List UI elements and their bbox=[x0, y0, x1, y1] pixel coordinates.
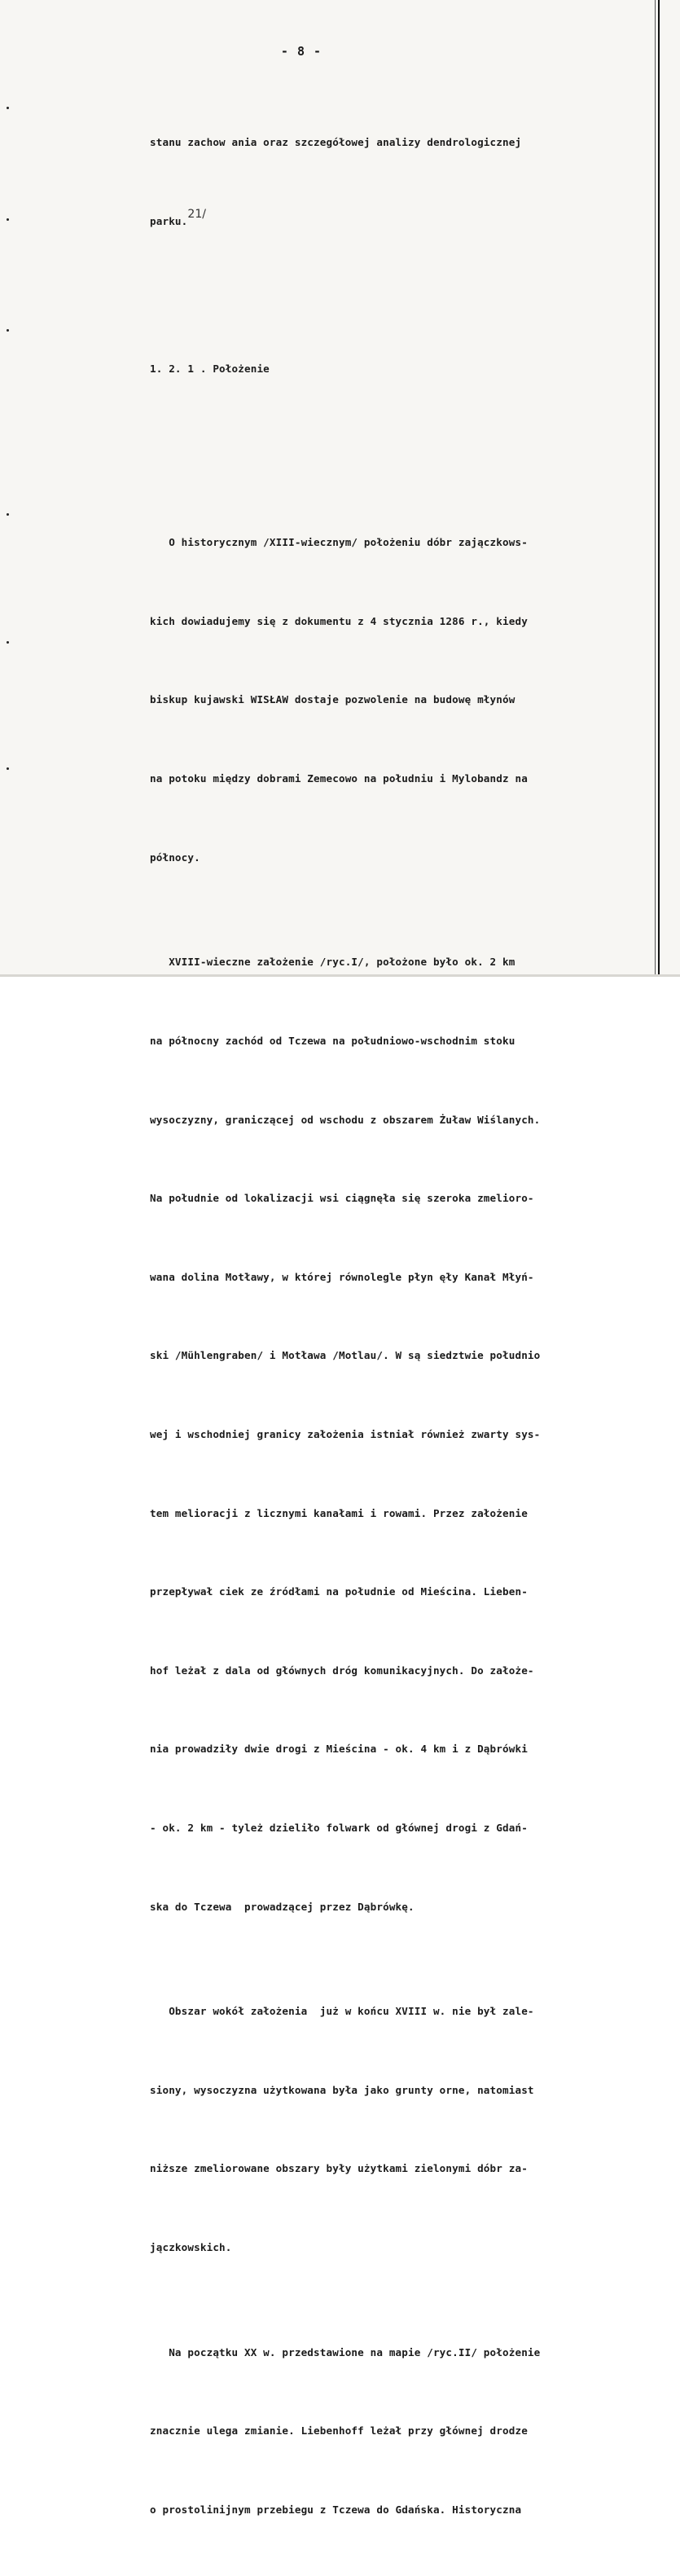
text-line: ska do Tczewa prowadzącej przez Dąbrówkę. bbox=[150, 1900, 415, 1913]
text-line: Na początku XX w. przedstawione na mapie /ryc.II/ położenie bbox=[150, 2345, 541, 2358]
text-line: wana dolina Motławy, w której równolegle płyn ęły Kanał Młyń- bbox=[150, 1270, 534, 1283]
text-line: ski /Mühlengraben/ i Motława /Motlau/. W są siedztwie południo bbox=[150, 1349, 541, 1362]
text-line: nia prowadziły dwie drogi z Mieścina - ok. 4 km i z Dąbrówki bbox=[150, 1743, 528, 1756]
text-line: kich dowiadujemy się z dokumentu z 4 stycznia 1286 r., kiedy bbox=[150, 614, 528, 627]
text-line: północy. bbox=[150, 851, 200, 864]
text-line: niższe zmeliorowane obszary były użytkami zielonymi dóbr za- bbox=[150, 2162, 528, 2175]
text-line: przepływał ciek ze źródłami na południe od Mieścina. Lieben- bbox=[150, 1585, 528, 1598]
punch-dot bbox=[7, 513, 9, 516]
spacer bbox=[150, 288, 655, 304]
text-line: na potoku między dobrami Zemecowo na południu i Mylobandz na bbox=[150, 771, 528, 785]
punch-dot bbox=[7, 641, 9, 644]
text-line: Obszar wokół założenia już w końcu XVIII w. nie był zale- bbox=[150, 2005, 534, 2018]
punch-dot bbox=[7, 218, 9, 221]
body-text bbox=[150, 77, 655, 2576]
text-line: jączkowskich. bbox=[150, 2241, 232, 2254]
text-line: hof leżał z dala od głównych dróg komunikacyjnych. Do założe- bbox=[150, 1664, 534, 1677]
text-line: siony, wysoczyzna użytkowana była jako grunty orne, natomiast bbox=[150, 2083, 534, 2096]
text-line: wej i wschodniej granicy założenia istniał również zwarty sys- bbox=[150, 1427, 541, 1440]
punch-dot bbox=[7, 329, 9, 332]
text-line: biskup kujawski WISŁAW dostaje pozwolenie na budowę młynów bbox=[150, 693, 515, 706]
text-line: Na południe od lokalizacji wsi ciągnęła się szeroka zmelioro- bbox=[150, 1192, 534, 1205]
page-frame-border bbox=[658, 0, 660, 977]
text-line: parku. bbox=[150, 215, 188, 227]
text-line: stanu zachow ania oraz szczegółowej analizy dendrologicznej bbox=[150, 136, 522, 149]
text-line: o prostolinijnym przebiegu z Tczewa do Gdańska. Historyczna bbox=[150, 2503, 522, 2517]
text-line: tem melioracji z licznymi kanałami i rowami. Przez założenie bbox=[150, 1506, 528, 1519]
text-line: na północny zachód od Tczewa na południowo-wschodnim stoku bbox=[150, 1034, 515, 1047]
spacer bbox=[150, 435, 655, 451]
text-line-with-footnote bbox=[150, 209, 655, 235]
text-line: znacznie ulega zmianie. Liebenhoff leżał przy głównej drodze bbox=[150, 2424, 528, 2438]
section-heading: 1. 2. 1 . Położenie bbox=[150, 363, 270, 375]
punch-dot bbox=[7, 107, 9, 109]
page-number: - 8 - bbox=[280, 44, 322, 59]
punch-dot bbox=[7, 767, 9, 770]
footnote-mark: 21/ bbox=[187, 208, 206, 221]
text-line: wysoczyzny, graniczącej od wschodu z obszarem Żuław Wiślanych. bbox=[150, 1113, 541, 1126]
text-line: O historycznym /XIII-wiecznym/ położeniu dóbr zajączkows- bbox=[150, 536, 528, 549]
page-frame-line bbox=[655, 0, 656, 977]
text-line: - ok. 2 km - tyleż dzieliło folwark od głównej drogi z Gdań- bbox=[150, 1821, 528, 1834]
text-line: XVIII-wieczne założenie /ryc.I/, położone było ok. 2 km bbox=[150, 956, 515, 969]
